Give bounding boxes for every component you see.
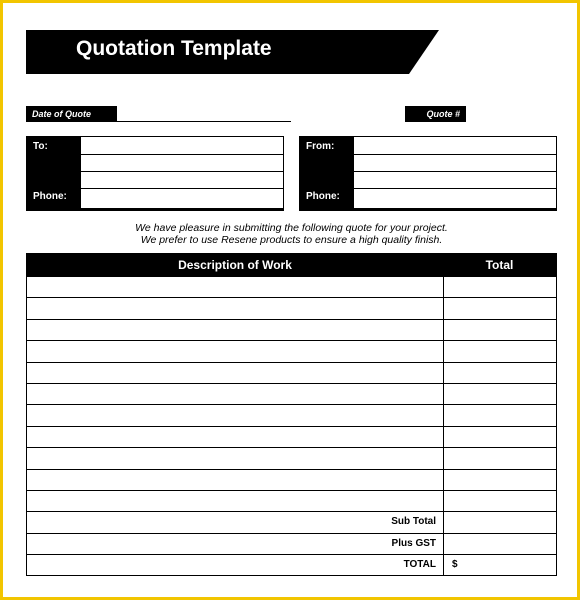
total-cell[interactable] [443,363,556,383]
gst-row [27,533,556,554]
table-row[interactable] [27,490,556,511]
table-row[interactable] [27,340,556,361]
from-line-3[interactable] [354,188,556,189]
date-of-quote-field[interactable] [117,121,291,122]
intro-line-2: We prefer to use Resene products to ensure a high quality finish. [140,234,443,246]
total-cell[interactable] [443,320,556,340]
intro-line-1: We have pleasure in submitting the following quote for your project. [135,222,448,234]
intro-text [26,222,557,246]
total-cell[interactable] [443,491,556,511]
page-title: Quotation Template [76,37,272,60]
table-row[interactable] [27,297,556,318]
total-cell[interactable] [443,448,556,468]
table-row[interactable] [27,383,556,404]
total-label: TOTAL [403,559,436,571]
from-label: From: [306,141,335,152]
subtotal-row [27,511,556,532]
work-table [26,253,557,576]
from-line-2[interactable] [354,171,556,172]
table-row[interactable] [27,362,556,383]
from-line-1[interactable] [354,154,556,155]
to-phone-label: Phone: [33,191,67,202]
table-row[interactable] [27,447,556,468]
header-total: Total [485,258,514,272]
total-row [27,554,556,575]
total-cell[interactable] [443,427,556,447]
header-description: Description of Work [178,258,292,272]
from-address-box [299,136,557,211]
to-line-1[interactable] [81,154,283,155]
currency-symbol: $ [452,559,458,571]
total-cell[interactable] [443,470,556,490]
quote-number-label: Quote # [405,106,466,122]
to-address-box [26,136,284,211]
table-row[interactable] [27,404,556,425]
date-of-quote-label: Date of Quote [26,106,117,122]
title-banner [26,30,439,74]
gst-label: Plus GST [391,537,436,549]
table-row[interactable] [27,426,556,447]
to-line-3[interactable] [81,188,283,189]
table-row[interactable] [27,319,556,340]
gst-cell[interactable] [443,534,556,554]
to-line-2[interactable] [81,171,283,172]
subtotal-label: Sub Total [391,516,436,528]
total-cell[interactable] [443,277,556,297]
total-cell[interactable] [443,405,556,425]
table-row[interactable] [27,276,556,297]
grand-total-cell[interactable] [443,555,556,575]
table-header [27,254,556,276]
to-label: To: [33,141,48,152]
total-cell[interactable] [443,384,556,404]
from-phone-label: Phone: [306,191,340,202]
subtotal-cell[interactable] [443,512,556,532]
total-cell[interactable] [443,341,556,361]
total-cell[interactable] [443,298,556,318]
table-row[interactable] [27,469,556,490]
